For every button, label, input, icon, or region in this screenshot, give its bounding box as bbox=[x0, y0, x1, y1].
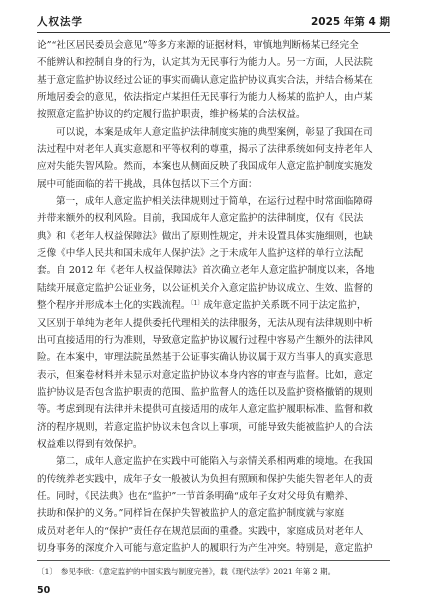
citation-mark[interactable]: 〔1〕 bbox=[190, 300, 204, 308]
body-line: 险。在本案中，审理法院虽然基于公证事实确认协议属于双方当事人的真实意思 bbox=[37, 352, 373, 364]
body-line: 陆续开展意定监护公证业务，以公证机关介入意定监护协议成立、生效、监督的 bbox=[37, 282, 373, 294]
running-header bbox=[37, 14, 390, 30]
body-line: 套。自 2012 年《老年人权益保障法》首次确立老年人意定监护制度以来，各地 bbox=[37, 265, 375, 277]
body-line: 并带来额外的权利风险。目前，我国成年人意定监护的法律制度，仅有《民法 bbox=[37, 213, 364, 225]
body-line: 等。考虑到现有法律并未提供可直接适用的成年人意定监护履职标准、监督和救 bbox=[37, 404, 373, 416]
body-line: 出可直接适用的行为准则，导致意定监护协议履行过程中容易产生额外的法律风 bbox=[37, 334, 373, 346]
body-line-part: 成年意定监护关系既不同于法定监护， bbox=[203, 300, 367, 312]
body-line: 扶助和保护的义务。”同样旨在保护失智被监护人的意定监护制度就与家庭 bbox=[37, 508, 345, 520]
body-line: 法过程中对老年人真实意愿和平等权利的尊重，揭示了法律系统如何支持老年人 bbox=[37, 144, 373, 156]
issue-label: 2025 年第 4 期 bbox=[311, 16, 390, 28]
body-line: 论”“社区居民委员会意见”等多方来源的证据材料，审慎地判断杨某已经完全 bbox=[37, 40, 359, 51]
body-line bbox=[37, 297, 390, 314]
body-line: 典》和《老年人权益保障法》做出了原则性规定，并未设置具体实施细则，也缺 bbox=[37, 230, 373, 242]
body-line: 第二，成年人意定监护在实践中可能陷入与亲情关系相两难的境地。在我国 bbox=[56, 456, 373, 468]
body-line: 切身事务的深度介入可能与意定监护人的履职行为产生冲突。特别是，意定监护 bbox=[37, 542, 373, 554]
body-line: 成员对老年人的“保护”责任存在规范层面的重叠。实践中，家庭成员对老年人 bbox=[37, 525, 364, 537]
body-line: 可以说，本案是成年人意定监护法律制度实施的典型案例，彰显了我国在司 bbox=[56, 126, 373, 138]
body-line: 监护协议是否包含监护职责的范围、监护监督人的选任以及监护资格撤销的规则 bbox=[37, 386, 373, 398]
body-line: 按照意定监护协议的约定履行监护职责，维护杨某的合法权益。 bbox=[37, 109, 306, 121]
body-line: 不能辨认和控制自身的行为，认定其为无民事行为能力人。另一方面，人民法院 bbox=[37, 57, 373, 69]
journal-name: 人权法学 bbox=[37, 16, 83, 28]
header-rule bbox=[37, 32, 390, 33]
body-line: 应对失能失智风险。然而，本案也从侧面反映了我国成年人意定监护制度实施发 bbox=[37, 161, 373, 173]
footnote: 〔1〕 参见李欣：《意定监护的中国实践与制度完善》，载《现代法学》2021 年第 2 期。 bbox=[37, 567, 336, 576]
article-body bbox=[37, 37, 390, 557]
body-line: 乏像《中华人民共和国未成年人保护法》之于未成年人监护这样的单行立法配 bbox=[37, 248, 364, 260]
footnote-rule bbox=[37, 560, 390, 561]
body-line: 表示，但案卷材料并未显示对意定监护协议本身内容的审查与监督。比如，意定 bbox=[37, 369, 373, 381]
body-line: 济的程序规则，若意定监护协议未包含以上事项，可能导致失能被监护人的合法 bbox=[37, 421, 373, 433]
body-line: 的传统养老实践中，成年子女一般被认为负担有照顾和保护失能失智老年人的责 bbox=[37, 473, 373, 485]
body-line-part: 整个程序并形成本土化的实践流程。 bbox=[37, 300, 191, 312]
body-line: 又区别于单纯为老年人提供委托代理相关的法律服务，无法从现有法律规则中析 bbox=[37, 317, 373, 329]
body-line: 第一，成年人意定监护相关法律规则过于简单，在运行过程中时常面临障碍 bbox=[56, 196, 373, 208]
page-number: 50 bbox=[37, 585, 51, 596]
body-line: 任。同时，《民法典》也在“监护”一节首条明确“成年子女对父母负有赡养、 bbox=[37, 490, 354, 502]
body-line: 展中可能面临的若干挑战，具体包括以下三个方面： bbox=[37, 178, 258, 190]
body-line: 所地居委会的意见，依法指定卢某担任无民事行为能力人杨某的监护人，由卢某 bbox=[37, 92, 373, 104]
body-line: 权益难以得到有效保护。 bbox=[37, 438, 143, 450]
body-line: 基于意定监护协议经过公证的事实而确认意定监护协议真实合法，并结合杨某在 bbox=[37, 74, 373, 86]
